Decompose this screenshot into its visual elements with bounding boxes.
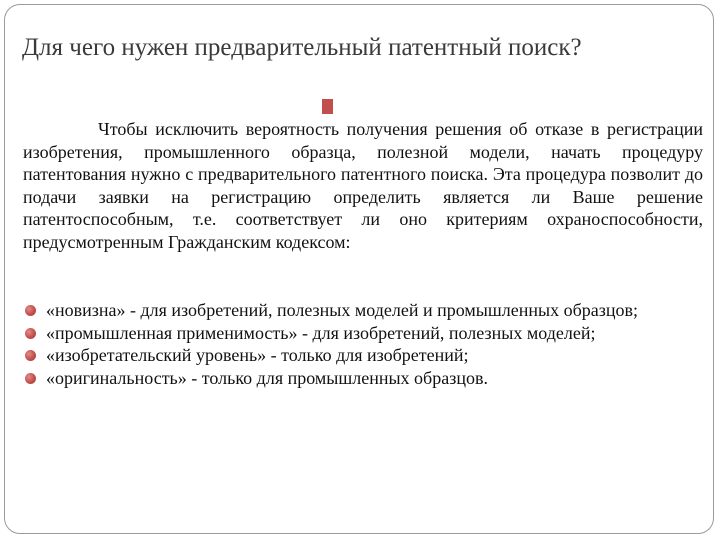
criteria-item-label: «промышленная применимость» - для изобретений, полезных моделей; (46, 322, 596, 343)
bullet-icon (25, 350, 36, 361)
criteria-list (23, 299, 693, 389)
criteria-item-label: «изобретательский уровень» - только для изобретений; (46, 345, 469, 366)
bullet-icon (25, 328, 36, 339)
criteria-item-inventive-step (23, 344, 693, 367)
criteria-item-novelty (23, 299, 693, 322)
bullet-icon (25, 305, 36, 316)
slide-frame (4, 4, 714, 534)
criteria-item-industrial-applicability (23, 322, 693, 345)
slide-title: Для чего нужен предварительный патентный поиск? (22, 34, 582, 61)
intro-paragraph: Чтобы исключить вероятность получения решения об отказе в регистрации изобретения, промышленного образца, полезной модели, начать процедуру патентования нужно с предварительного патентного поиска. Эта процедура позволит до подачи заявки на регистрацию определить является ли Ваше решение патентоспособным, т.е. соответствует ли оно критериям охраноспособности, предусмотренным Гражданским кодексом: (23, 119, 703, 252)
accent-bar (322, 99, 333, 114)
criteria-item-label: «оригинальность» - только для промышленных образцов. (46, 367, 488, 388)
bullet-icon (25, 373, 36, 384)
criteria-item-originality (23, 367, 693, 390)
criteria-item-label: «новизна» - для изобретений, полезных моделей и промышленных образцов; (46, 300, 638, 320)
